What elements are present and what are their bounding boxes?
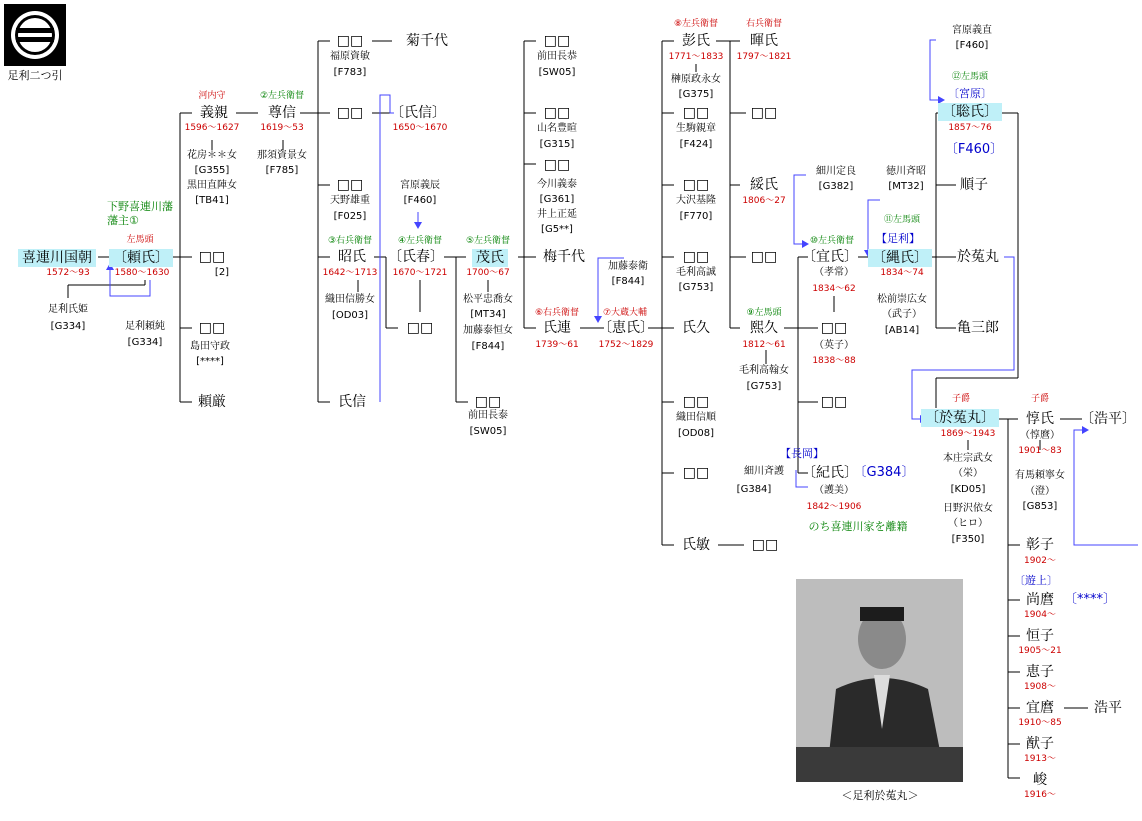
node-tokugawa-ref: [MT32] xyxy=(888,181,924,192)
node-sq-ikoma-ref: [F424] xyxy=(679,139,713,150)
node-sq-yamana-ref: [G315] xyxy=(539,139,575,150)
node-satouji-link[interactable]: 〔F460〕 xyxy=(944,142,1004,157)
node-yoshiuji-years: 1834〜62 xyxy=(812,284,856,294)
node-keiuji-years: 1752〜1829 xyxy=(598,340,654,350)
node-akiuji-ref: [OD03] xyxy=(331,310,369,321)
node-akiko-name: 彰子 xyxy=(1026,537,1054,553)
node-sq-imagawa-wife: 今川義泰 xyxy=(537,179,577,190)
node-sq-ref2-name: □□ xyxy=(198,249,226,265)
node-tsuneko-years: 1905〜21 xyxy=(1018,646,1062,656)
node-sq-maeda2-wife: 前田長恭 xyxy=(537,51,577,62)
node-shigeuji-years: 1700〜67 xyxy=(466,268,510,278)
node-sq-hiro-name: □□ xyxy=(820,394,848,410)
node-yoshiuji-name: 〔宜氏〕 xyxy=(802,249,858,265)
node-yoriuji-name: 〔頼氏〕 xyxy=(109,249,173,267)
node-hosokawa-sadayoshi-ref: [G382] xyxy=(818,181,854,192)
node-sq-mori-name: □□ xyxy=(682,249,710,265)
node-yoshichika-wife2-ref: [TB41] xyxy=(195,195,229,206)
node-akiuji-years: 1642〜1713 xyxy=(322,268,378,278)
node-otomaru-years: 1869〜1943 xyxy=(940,429,996,439)
node-miyahara-yoshitoki-ref: [F460] xyxy=(403,195,437,206)
node-kitsuregawa-name: 喜連川国朝 xyxy=(18,249,96,267)
node-hikouji-ref: [G375] xyxy=(678,89,714,100)
node-akiko-years: 1902〜 xyxy=(1024,556,1056,566)
node-teruuji-years: 1797〜1821 xyxy=(736,52,792,62)
node-sq-shimada-name: □□ xyxy=(198,320,226,336)
node-hirohisa-years: 1812〜61 xyxy=(742,340,786,350)
node-otomaru-rank: 子爵 xyxy=(951,394,971,404)
node-shigeuji-rank: ⑤左兵衛督 xyxy=(465,236,511,246)
node-tsunauji-wife: 松前崇広女 xyxy=(877,294,927,305)
node-satouji-years: 1857〜76 xyxy=(948,123,992,133)
node-takashi-years: 1916〜 xyxy=(1024,790,1056,800)
node-sq-mori-ref: [G753] xyxy=(678,282,714,293)
node-hikouji-rank: ⑧左兵衛督 xyxy=(673,19,719,29)
node-sq-eiko-name: □□ xyxy=(820,320,848,336)
node-atsuuji-ref: [G853] xyxy=(1022,501,1058,512)
node-atsuuji-wife: 有馬頼寧女 xyxy=(1015,470,1065,481)
node-ujiharu-rank: ④左兵衛督 xyxy=(397,236,443,246)
node-sq-imagawa-ref: [G361] xyxy=(539,194,575,205)
node-sq-teru-name: □□ xyxy=(750,105,778,121)
node-sq-mid1-name: □□ xyxy=(336,105,364,121)
node-yoshiuji-rank: ⑩左兵衛督 xyxy=(809,236,855,246)
node-yoshichika-wife: 花房＊＊女 xyxy=(187,150,237,161)
node-sq-fukuhara-wife: 福原資敏 xyxy=(330,51,370,62)
node-otomaru-ref: [KD05] xyxy=(950,484,986,495)
node-tsunauji-sub: （武子） xyxy=(882,309,922,320)
node-naomaro-link[interactable]: 〔****〕 xyxy=(1063,592,1117,607)
node-yoritada-ref: [G334] xyxy=(127,337,163,348)
node-sq-eiko-years: 1838〜88 xyxy=(812,356,856,366)
node-hikouji-name: 彭氏 xyxy=(682,33,710,49)
node-yoshiuji-sub: （孝常） xyxy=(814,267,854,278)
node-sq-yamana-name: □□ xyxy=(543,105,571,121)
node-tsunauji-ref: [AB14] xyxy=(884,325,920,336)
node-keiuji-rank: ⑦大蔵大輔 xyxy=(602,308,648,318)
node-sq-shimada-wife: 島田守政 xyxy=(190,341,230,352)
node-takanobu-years: 1619〜53 xyxy=(260,123,304,133)
node-kamesaburo-name: 亀三郎 xyxy=(957,320,999,336)
node-sq-oda-name: □□ xyxy=(682,394,710,410)
node-shigeuji-wife2: 加藤泰恒女 xyxy=(463,325,513,336)
node-sq-ikoma-name: □□ xyxy=(682,105,710,121)
node-sq-osawa-wife: 大沢基隆 xyxy=(676,195,716,206)
node-sq-maeda-name: □□ xyxy=(474,394,502,410)
node-yoritada-name: 足利頼純 xyxy=(125,321,165,332)
node-ujiharu-name: 〔氏春〕 xyxy=(388,249,444,265)
node-tokugawa-name: 徳川斉昭 xyxy=(886,166,926,177)
node-hosokawa-sadayoshi-name: 細川定良 xyxy=(816,166,856,177)
node-ujitsura-name: 氏連 xyxy=(543,320,571,336)
node-sq-maeda-wife: 前田長泰 xyxy=(468,410,508,421)
node-sq-lower-name: □□ xyxy=(406,320,434,336)
node-sq-imagawa-ref2: [G5**] xyxy=(541,224,573,235)
ashikaga-crest-icon xyxy=(4,4,66,66)
node-ujitoshi-name: 氏敏 xyxy=(682,537,710,553)
node-akiuji-rank: ③右兵衛督 xyxy=(327,236,373,246)
node-takanobu-rank: ②左兵衛督 xyxy=(259,91,305,101)
node-sq-ikoma-wife: 生駒親章 xyxy=(676,123,716,134)
node-takanobu-name: 尊信 xyxy=(268,105,296,121)
node-sq-imagawa-wife2: 井上正延 xyxy=(537,209,577,220)
node-kohei2-name: 浩平 xyxy=(1094,700,1122,716)
node-sq-maeda2-name: □□ xyxy=(543,33,571,49)
node-noriuji-name: 〔紀氏〕 xyxy=(802,465,858,481)
node-miyahara-yoshinao-ref: [F460] xyxy=(955,40,989,51)
node-otomaru-sub2: （ヒロ） xyxy=(948,518,988,529)
node-hosokawa-narimori-ref: [G384] xyxy=(736,484,772,495)
node-ujihime-ref: [G334] xyxy=(50,321,86,332)
node-otomaru-ref2: [F350] xyxy=(951,534,985,545)
node-yoriuji-note2: 藩主① xyxy=(107,214,139,227)
node-sq-shimada-ref: [****] xyxy=(196,356,224,367)
node-kohei-name: 〔浩平〕 xyxy=(1080,411,1136,427)
node-hikouji-wife: 榊原政永女 xyxy=(671,74,721,85)
node-satouji-tag: 〔宮原〕 xyxy=(948,87,992,100)
node-sq-yasu-name: □□ xyxy=(750,249,778,265)
node-sq-amano-ref: [F025] xyxy=(333,211,367,222)
node-otomaru-sub: （栄） xyxy=(953,468,983,479)
node-yoshichika-wife-ref: [G355] xyxy=(194,165,230,176)
node-hirohisa-name: 熙久 xyxy=(750,320,778,336)
node-atsuuji-name: 惇氏 xyxy=(1026,411,1054,427)
node-ujihisa-name: 氏久 xyxy=(682,320,710,336)
photo-caption: ＜足利於菟丸＞ xyxy=(841,789,919,802)
node-yasuuji-years: 1806〜27 xyxy=(742,196,786,206)
node-ujitsura-rank: ⑥右兵衛督 xyxy=(534,308,580,318)
node-yoshichika-name: 義親 xyxy=(200,105,228,121)
node-sq-mori-wife: 毛利高誠 xyxy=(676,267,716,278)
node-noriuji-tag: 【長岡】 xyxy=(780,447,824,460)
node-yoshichika-wife2: 黒田直陣女 xyxy=(187,180,237,191)
portrait-photo xyxy=(796,579,963,782)
node-otomaru-wife: 本庄宗武女 xyxy=(943,453,993,464)
node-kikuchiyo-name: 菊千代 xyxy=(406,33,448,49)
node-akiuji-wife: 織田信勝女 xyxy=(325,294,375,305)
node-ujinobu-name: 〔氏信〕 xyxy=(390,105,446,121)
node-atsuuji-sub2: （澄） xyxy=(1025,486,1055,497)
node-tsunauji-name: 〔縄氏〕 xyxy=(868,249,932,267)
node-tsunauji-years: 1834〜74 xyxy=(880,268,924,278)
node-noriuji-note: のち喜連川家を離籍 xyxy=(808,520,908,533)
node-sq-yamana-wife: 山名豊暄 xyxy=(537,123,577,134)
node-akiuji-name: 昭氏 xyxy=(338,249,366,265)
node-satouji-rank: ⑫左馬頭 xyxy=(951,72,989,82)
node-kato-name: 加藤泰衛 xyxy=(608,261,648,272)
node-tsunauji-rank: ⑪左馬頭 xyxy=(883,215,921,225)
node-miyahara-yoshitoki-name: 宮原義辰 xyxy=(400,180,440,191)
node-noriuji-years: 1842〜1906 xyxy=(806,502,862,512)
node-shigeuji-ref: [MT34] xyxy=(470,309,506,320)
node-otomaru-wife2: 日野沢依女 xyxy=(943,503,993,514)
node-atsuuji-sub: （惇麿） xyxy=(1020,430,1060,441)
node-hirohisa-ref: [G753] xyxy=(746,381,782,392)
node-takanobu-wife: 那須資景女 xyxy=(257,150,307,161)
node-hirohisa-rank: ⑨左馬頭 xyxy=(746,308,782,318)
node-naomaro-name: 尚麿 xyxy=(1026,592,1054,608)
node-ujihime-name: 足利氏姫 xyxy=(48,304,88,315)
node-hirohisa-wife: 毛利高翰女 xyxy=(739,365,789,376)
node-miyahara-yoshinao-name: 宮原義直 xyxy=(952,25,992,36)
crest-label: 足利二つ引 xyxy=(7,69,63,82)
node-sq-osawa-name: □□ xyxy=(682,177,710,193)
node-atsuuji-rank: 子爵 xyxy=(1030,394,1050,404)
node-ikuko-name: 猷子 xyxy=(1026,736,1054,752)
node-takashi-name: 峻 xyxy=(1033,772,1047,788)
node-yoshichika-rank: 河内守 xyxy=(198,91,226,101)
node-shigeuji-ref2: [F844] xyxy=(471,341,505,352)
node-yoshichika-years: 1596〜1627 xyxy=(184,123,240,133)
node-kato-ref: [F844] xyxy=(611,276,645,287)
node-sq-fukuhara-ref: [F783] xyxy=(333,67,367,78)
node-sq-ref2-ref: [2] xyxy=(214,267,230,278)
node-yoriuji-note: 下野喜連川藩 xyxy=(107,200,173,213)
node-sq-mid7-name: □□ xyxy=(682,465,710,481)
node-junko-name: 順子 xyxy=(960,177,988,193)
node-satouji-name: 〔聡氏〕 xyxy=(938,103,1002,121)
node-sq-eiko-sub: （英子） xyxy=(814,340,854,351)
node-noriuji-link[interactable]: 〔G384〕 xyxy=(853,465,915,480)
node-hosokawa-narimori-name: 細川斉護 xyxy=(744,466,784,477)
node-otomaru-r-name: 於菟丸 xyxy=(957,249,999,265)
node-otomaru-name: 〔於菟丸〕 xyxy=(921,409,999,427)
node-ujinobu-b-name: 氏信 xyxy=(338,394,366,410)
node-keiko-name: 恵子 xyxy=(1026,664,1054,680)
node-teruuji-rank: 右兵衛督 xyxy=(745,19,783,29)
node-naomaro-years: 1904〜 xyxy=(1024,610,1056,620)
node-naomaro-tag: 〔遊上〕 xyxy=(1014,574,1058,587)
node-kitsuregawa-years: 1572〜93 xyxy=(46,268,90,278)
node-sq-toshi-name: □□ xyxy=(751,537,779,553)
node-teruuji-name: 暉氏 xyxy=(750,33,778,49)
node-umechiyo-name: 梅千代 xyxy=(543,249,585,265)
node-sq-oda-ref: [OD08] xyxy=(677,428,715,439)
node-ujiharu-years: 1670〜1721 xyxy=(392,268,448,278)
node-sq-maeda-ref: [SW05] xyxy=(469,426,507,437)
node-sq-oda-wife: 織田信順 xyxy=(676,412,716,423)
node-ujinobu-years: 1650〜1670 xyxy=(392,123,448,133)
node-noriuji-sub: （護美） xyxy=(814,485,854,496)
node-ikuko-years: 1913〜 xyxy=(1024,754,1056,764)
node-yoriuji-rank: 左馬頭 xyxy=(126,235,154,245)
node-shigeuji-name: 茂氏 xyxy=(472,249,508,267)
node-sq-fukuhara-name: □□ xyxy=(336,33,364,49)
node-sq-maeda2-ref: [SW05] xyxy=(538,67,576,78)
node-sq-amano-name: □□ xyxy=(336,177,364,193)
node-yoriyoshi-name: 頼厳 xyxy=(198,394,226,410)
node-yoshimaro-name: 宜麿 xyxy=(1026,700,1054,716)
node-yasuuji-name: 綏氏 xyxy=(750,177,778,193)
node-yoshimaro-years: 1910〜85 xyxy=(1018,718,1062,728)
node-ujitsura-years: 1739〜61 xyxy=(535,340,579,350)
node-yoriuji-years: 1580〜1630 xyxy=(114,268,170,278)
node-tsuneko-name: 恒子 xyxy=(1026,628,1054,644)
node-keiko-years: 1908〜 xyxy=(1024,682,1056,692)
node-takanobu-ref: [F785] xyxy=(265,165,299,176)
node-sq-osawa-ref: [F770] xyxy=(679,211,713,222)
node-sq-amano-wife: 天野雄重 xyxy=(330,195,370,206)
node-sq-imagawa-name: □□ xyxy=(543,157,571,173)
node-shigeuji-wife: 松平忠喬女 xyxy=(463,294,513,305)
node-hikouji-years: 1771〜1833 xyxy=(668,52,724,62)
node-atsuuji-years: 1901〜83 xyxy=(1018,446,1062,456)
node-keiuji-name: 〔恵氏〕 xyxy=(598,320,654,336)
node-tsunauji-tag: 【足利】 xyxy=(876,232,920,245)
